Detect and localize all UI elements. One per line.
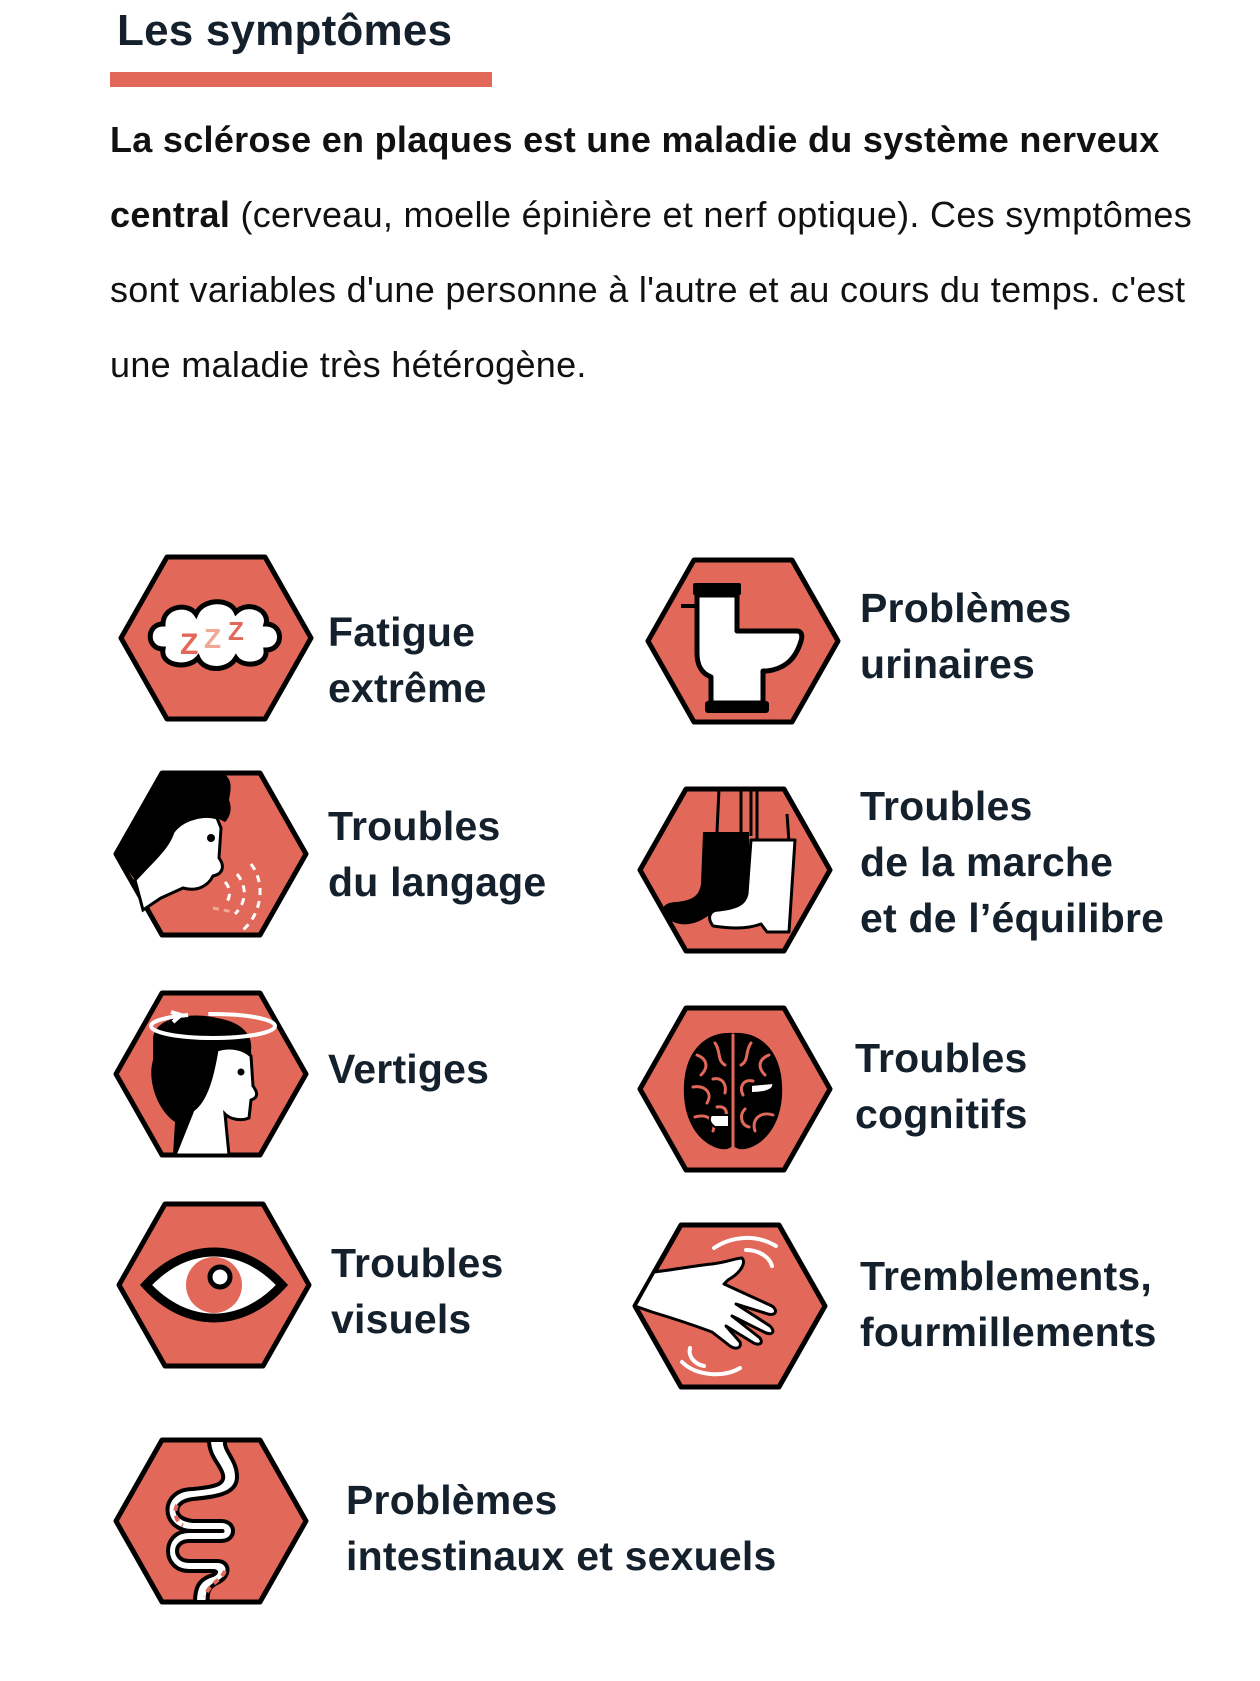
title-underline: [110, 72, 492, 87]
intro-paragraph: [110, 102, 1210, 402]
toilet-icon: [645, 557, 841, 725]
symptom-label-fatigue: Fatigue extrême: [328, 609, 487, 711]
trembling-hand-icon: [632, 1222, 828, 1390]
symptom-label-marche: Troubles de la marche et de l’équilibre: [860, 783, 1165, 941]
svg-text:Z: Z: [180, 628, 199, 661]
symptom-label-vertiges: Vertiges: [328, 1046, 490, 1092]
boots-icon: [637, 786, 833, 954]
symptom-label-langage: Troubles du langage: [328, 803, 547, 905]
svg-text:Z: Z: [228, 616, 244, 646]
brain-icon: [637, 1005, 833, 1173]
symptom-label-urinaires: Problèmes urinaires: [860, 585, 1072, 687]
intro-bold: La sclérose en plaques est une maladie du système nerveux central: [110, 119, 1160, 235]
symptom-label-intestinaux: Problèmes intestinaux et sexuels: [346, 1477, 777, 1579]
symptom-label-cognitifs: Troubles cognitifs: [855, 1035, 1028, 1137]
symptom-label-visuels: Troubles visuels: [331, 1240, 504, 1342]
intro-regular: (cerveau, moelle épinière et nerf optique). Ces symptômes sont variables d'une personne à l'autre et au cours du temps. c'est une maladie très hétérogène.: [110, 194, 1192, 385]
speaking-head-icon: [113, 770, 309, 938]
intestine-icon: [113, 1437, 309, 1605]
eye-icon: [116, 1201, 312, 1369]
svg-text:Z: Z: [204, 623, 222, 654]
page-title: Les symptômes: [117, 6, 453, 55]
dizzy-head-icon: [113, 990, 309, 1158]
zzz-cloud-icon: [118, 554, 314, 722]
symptom-label-tremblements: Tremblements, fourmillements: [860, 1253, 1157, 1355]
